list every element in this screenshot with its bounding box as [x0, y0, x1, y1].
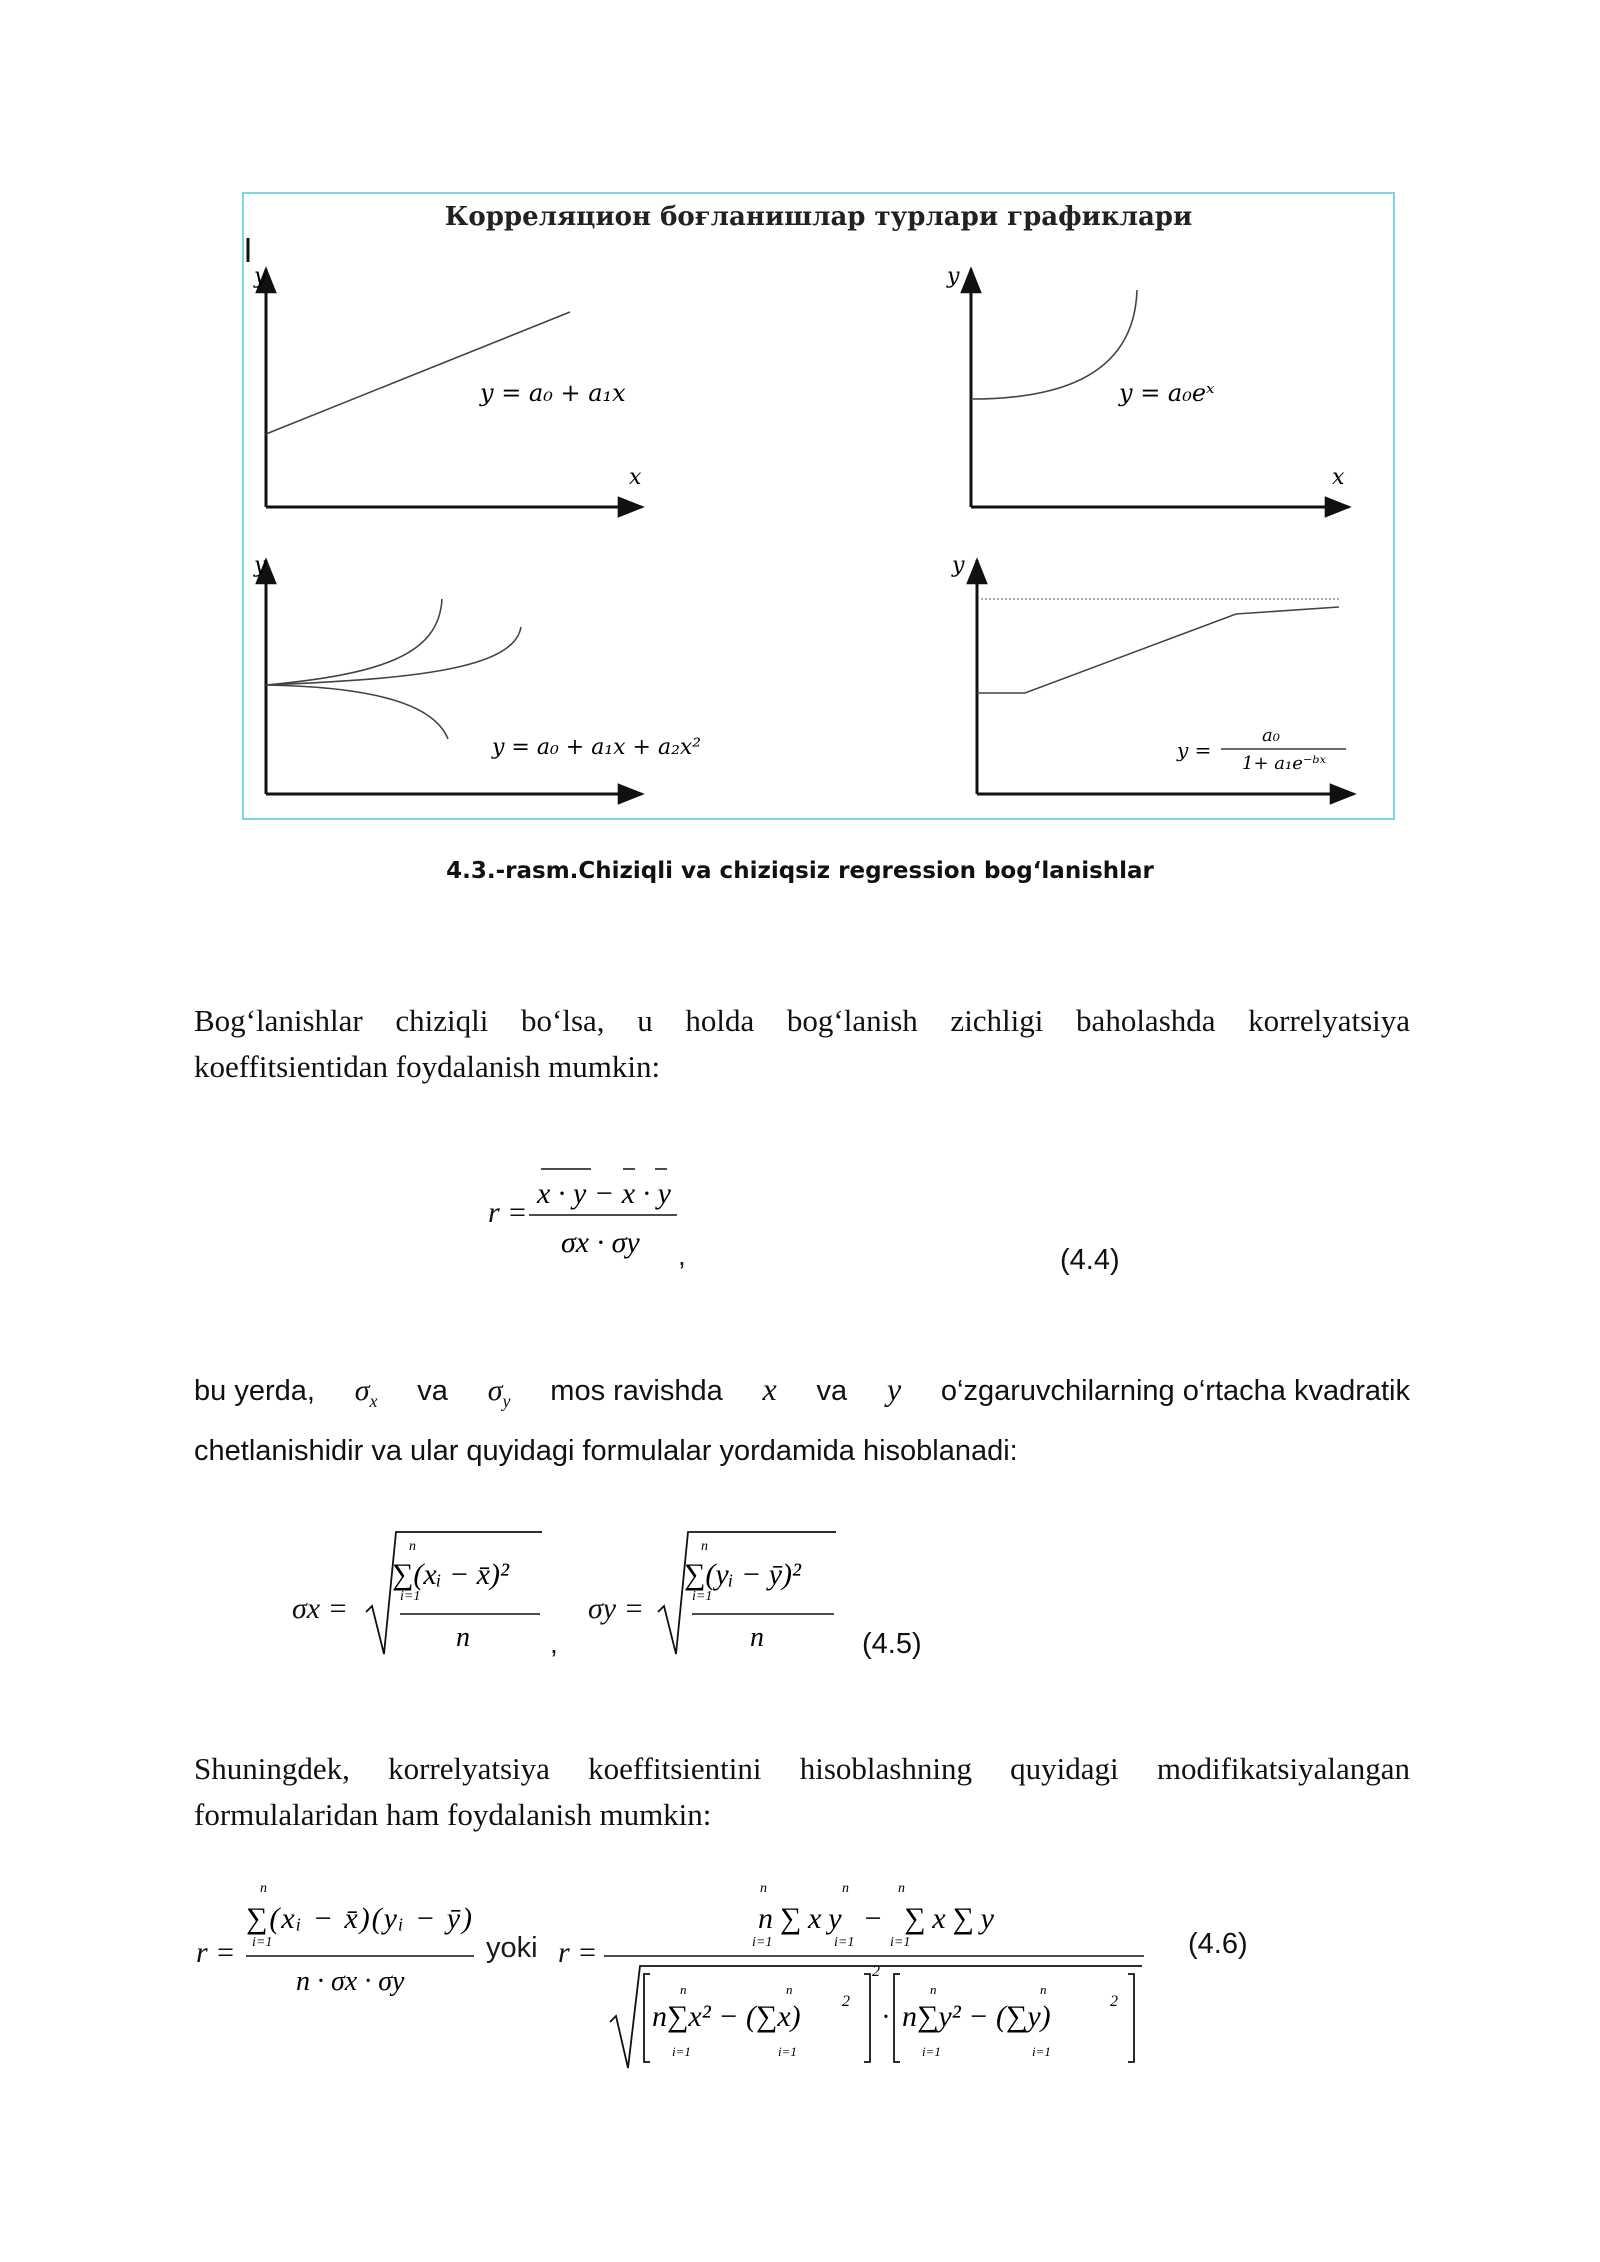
eq46-fraction-1 — [240, 1876, 480, 2006]
p2-word-2: va — [417, 1375, 448, 1407]
formula-logistic-lhs: y = — [1177, 738, 1212, 762]
eq45-sy-numerator: ∑(yᵢ − ȳ)² — [684, 1558, 801, 1591]
p2-sigma-y: $\sigma_y$ — [487, 1374, 511, 1411]
svg-text:i=1: i=1 — [922, 2044, 941, 2059]
svg-text:i=1: i=1 — [400, 1589, 421, 1604]
eq45-sx-den: n — [456, 1622, 470, 1653]
svg-text:n: n — [842, 1881, 849, 1896]
eq46-bracket-2-expr: n∑y² − (∑y) — [902, 2000, 1051, 2033]
formula-logistic-den: 1+ a₁e⁻ᵇˣ — [1242, 753, 1326, 774]
axis-y-label-4: y — [952, 553, 965, 578]
eq45-comma: , — [550, 1628, 558, 1659]
p2-word-4: va — [816, 1375, 848, 1407]
paragraph-1-line-1: Bog‘lanishlar chiziqli bo‘lsa, u holda bog‘lanish zichligi baholashda korrelyatsiya — [194, 1003, 1410, 1038]
svg-text:i=1: i=1 — [890, 1935, 911, 1950]
panel-logistic-curve — [977, 607, 1339, 693]
svg-text:n: n — [1040, 1982, 1047, 1997]
panel-quadratic-curve-1 — [266, 599, 442, 685]
svg-text:2: 2 — [1110, 1993, 1118, 2010]
axis-x-label-1: x — [629, 465, 642, 490]
panel-linear-curve — [266, 312, 570, 434]
svg-text:n: n — [680, 1982, 687, 1997]
eq45-number: (4.5) — [862, 1628, 922, 1660]
paragraph-3 — [194, 1746, 1410, 1838]
svg-text:n: n — [760, 1881, 767, 1896]
svg-text:i=1: i=1 — [778, 2044, 797, 2059]
formula-logistic-num: a₀ — [1262, 725, 1280, 746]
eq45-sy-den: n — [750, 1622, 764, 1653]
eq45-sy-root — [656, 1520, 840, 1660]
p2-word-1: bu yerda, — [194, 1375, 315, 1407]
paragraph-1-line-2: koeffitsientidan foydalanish mumkin: — [194, 1049, 661, 1084]
eq45-sx-root — [364, 1520, 544, 1660]
svg-text:n: n — [786, 1982, 793, 1997]
formula-quadratic: y = a₀ + a₁x + a₂x² — [492, 735, 702, 760]
p2-var-x: x — [762, 1371, 777, 1407]
p2-word-3: mos ravishda — [550, 1375, 723, 1407]
axis-y-label-1: y — [254, 264, 267, 289]
eq44-number: (4.4) — [1060, 1244, 1120, 1276]
p2-sigma-x: $\sigma_x$ — [354, 1374, 378, 1411]
panel-exponential-curve — [971, 290, 1137, 399]
eq46-lhs-2: r = — [558, 1936, 598, 1969]
svg-text:n: n — [409, 1539, 416, 1554]
axis-y-label-3: y — [254, 553, 267, 578]
paragraph-3-line-2: formulalaridan ham foydalanish mumkin: — [194, 1797, 712, 1832]
svg-text:i=1: i=1 — [1032, 2044, 1051, 2059]
panel-quadratic-curve-3 — [266, 685, 448, 739]
eq45-sx-lhs: σx = — [292, 1592, 348, 1625]
eq44-lhs: r = — [488, 1196, 528, 1229]
eq46-numerator-1: ∑(xᵢ − x̄)(yᵢ − ȳ) — [246, 1902, 472, 1935]
panel-quadratic-curve-2 — [266, 627, 521, 685]
svg-text:2: 2 — [842, 1993, 850, 2010]
eq46-number: (4.6) — [1188, 1928, 1248, 1960]
formula-exponential: y = a₀eˣ — [1119, 379, 1215, 407]
eq44-fraction — [525, 1165, 685, 1285]
eq44-denominator: σx · σy — [561, 1226, 640, 1259]
eq46-numerator-2: n∑xy − ∑x∑y — [758, 1902, 994, 1935]
svg-text:i=1: i=1 — [252, 1935, 273, 1950]
paragraph-2-line-1 — [194, 1364, 1410, 1426]
p2-word-5: o‘zgaruvchilarning o‘rtacha kvadratik — [940, 1375, 1410, 1407]
axis-x-label-2: x — [1332, 465, 1345, 490]
eq46-bracket-1-sq: 2 — [872, 1963, 880, 1980]
eq46-bracket-1-expr: n∑x² − (∑x) — [652, 2000, 801, 2033]
eq46-denominator-1: n · σx · σy — [296, 1966, 405, 1997]
figure-title: Корреляцион боғланишлар турлари графиклари — [444, 202, 1193, 232]
figure-correlation-graphs — [242, 192, 1395, 820]
eq46-yoki: yoki — [486, 1932, 538, 1964]
eq46-fraction-2 — [600, 1876, 1150, 2076]
svg-text:i=1: i=1 — [672, 2044, 691, 2059]
svg-text:n: n — [898, 1881, 905, 1896]
eq44-numerator: x · y − x · y — [537, 1177, 671, 1210]
axis-y-label-2: y — [947, 264, 960, 289]
p2-var-y: y — [886, 1371, 902, 1407]
paragraph-1 — [194, 998, 1410, 1090]
eq45-sx-numerator: ∑(xᵢ − x̄)² — [392, 1558, 509, 1591]
paragraph-2-line-2: chetlanishidir va ular quyidagi formulalar yordamida hisoblanadi: — [194, 1435, 1018, 1467]
figure-graphs — [244, 194, 1397, 822]
eq45-sy-lhs: σy = — [588, 1592, 644, 1625]
svg-text:n: n — [930, 1982, 937, 1997]
paragraph-3-line-1: Shuningdek, korrelyatsiya koeffitsientini hisoblashning quyidagi modifikatsiyalangan — [194, 1751, 1410, 1786]
svg-text:i=1: i=1 — [692, 1589, 713, 1604]
eq46-lhs: r = — [196, 1936, 236, 1969]
eq44-comma: , — [678, 1240, 686, 1271]
paragraph-2 — [194, 1364, 1410, 1476]
figure-caption: 4.3.-rasm.Chiziqli va chiziqsiz regression bog‘lanishlar — [446, 858, 1154, 884]
formula-linear: y = a₀ + a₁x — [480, 379, 626, 407]
svg-text:n: n — [701, 1539, 708, 1554]
svg-text:i=1: i=1 — [752, 1935, 773, 1950]
svg-text:n: n — [260, 1881, 267, 1896]
svg-text:·: · — [882, 2002, 889, 2033]
svg-text:i=1: i=1 — [834, 1935, 855, 1950]
